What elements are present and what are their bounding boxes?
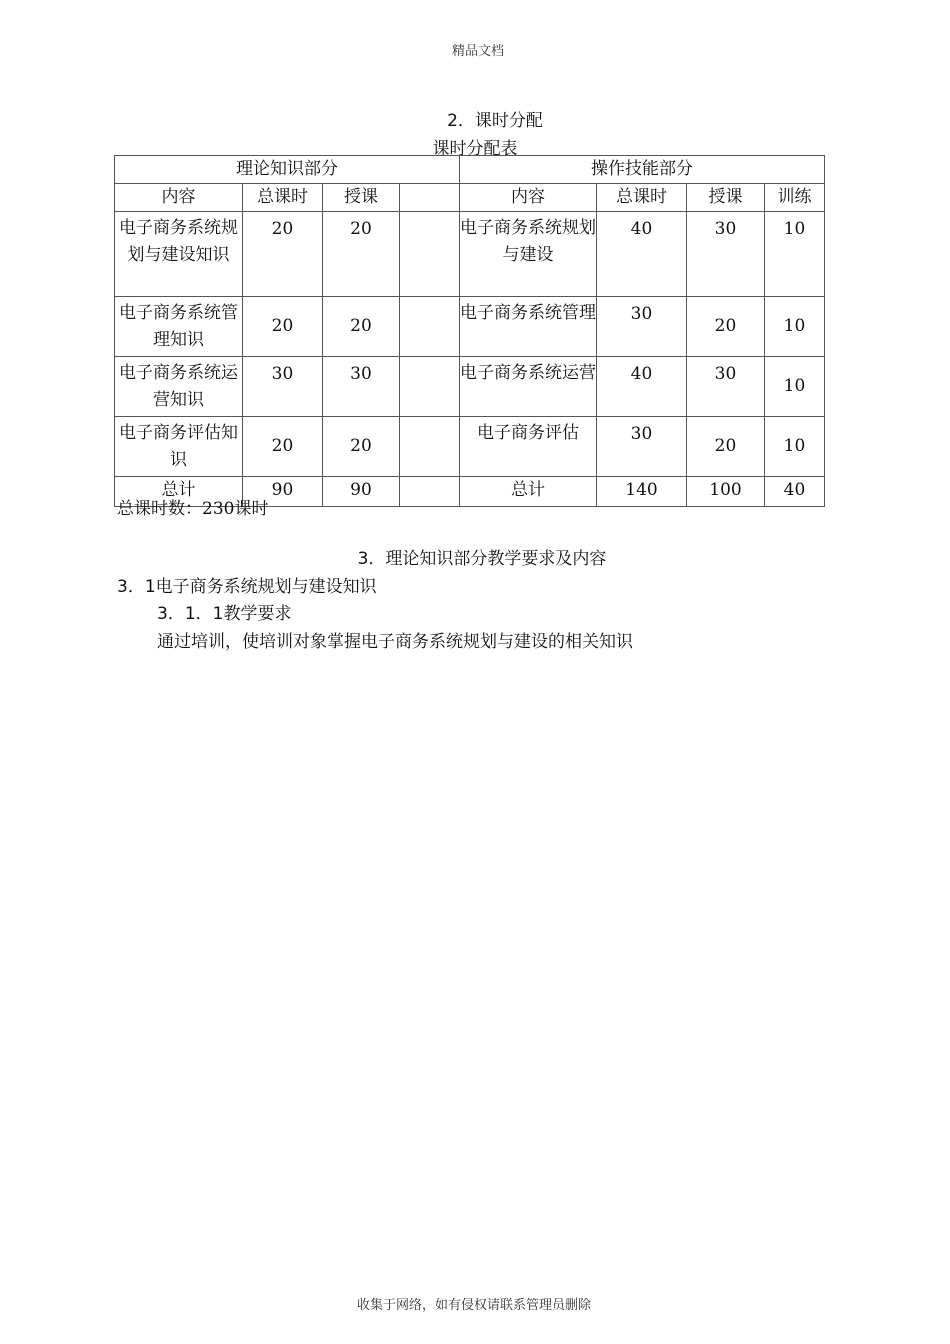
table-row-practice-total: 30 bbox=[597, 297, 687, 357]
section-3-1-title: 3．1电子商务系统规划与建设知识 bbox=[117, 577, 377, 597]
practice-lecture-sum: 100 bbox=[687, 477, 765, 507]
practice-total-label: 总计 bbox=[460, 477, 597, 507]
page-footer: 收集于网络，如有侵权请联系管理员删除 bbox=[357, 1298, 592, 1313]
practice-col-total-hours: 总课时 bbox=[597, 184, 687, 212]
table-row-theory-lecture: 20 bbox=[323, 297, 400, 357]
table-row-practice-content: 电子商务系统管理 bbox=[460, 297, 597, 357]
table-row-practice-content: 电子商务系统规划与建设 bbox=[460, 212, 597, 297]
theory-section-header: 理论知识部分 bbox=[115, 156, 460, 184]
practice-col-lecture: 授课 bbox=[687, 184, 765, 212]
table-row-theory-content: 电子商务评估知识 bbox=[115, 417, 243, 477]
practice-total-hours-sum: 140 bbox=[597, 477, 687, 507]
table-row-theory-lecture: 20 bbox=[323, 417, 400, 477]
hours-allocation-table bbox=[114, 155, 825, 507]
table-row-theory-total: 20 bbox=[243, 417, 323, 477]
theory-lecture-sum: 90 bbox=[323, 477, 400, 507]
section-3-1-1-body: 通过培训，使培训对象掌握电子商务系统规划与建设的相关知识 bbox=[157, 632, 633, 652]
table-row-theory-blank bbox=[400, 417, 460, 477]
table-row-practice-total: 40 bbox=[597, 212, 687, 297]
theory-col-content: 内容 bbox=[115, 184, 243, 212]
theory-col-lecture: 授课 bbox=[323, 184, 400, 212]
table-row-practice-content: 电子商务系统运营 bbox=[460, 357, 597, 417]
table-row-theory-lecture: 30 bbox=[323, 357, 400, 417]
table-row-practice-total: 40 bbox=[597, 357, 687, 417]
total-hours-line bbox=[117, 494, 268, 519]
total-hours-unit: 课时 bbox=[234, 499, 269, 519]
table-title: 课时分配表 bbox=[432, 139, 518, 159]
table-row-theory-total: 20 bbox=[243, 212, 323, 297]
practice-col-training: 训练 bbox=[765, 184, 825, 212]
table-row-theory-blank bbox=[400, 212, 460, 297]
table-row-theory-content: 电子商务系统运营知识 bbox=[115, 357, 243, 417]
table-row-practice-lecture: 20 bbox=[687, 417, 765, 477]
theory-col-blank bbox=[400, 184, 460, 212]
section-3-title: 3．理论知识部分教学要求及内容 bbox=[357, 549, 607, 569]
section-2-title: 2．课时分配 bbox=[447, 111, 543, 131]
table-row-practice-training: 10 bbox=[765, 417, 825, 477]
table-row-theory-blank bbox=[400, 357, 460, 417]
theory-total-blank bbox=[400, 477, 460, 507]
section-3-1-1-title: 3．1．1教学要求 bbox=[157, 604, 292, 624]
table-row-practice-training: 10 bbox=[765, 212, 825, 297]
table-row-practice-total: 30 bbox=[597, 417, 687, 477]
theory-total-label: 总计 bbox=[115, 477, 243, 507]
total-hours-value: 230 bbox=[202, 499, 235, 519]
table-row-practice-training: 10 bbox=[765, 297, 825, 357]
table-row-theory-total: 30 bbox=[243, 357, 323, 417]
table-row-theory-content: 电子商务系统规划与建设知识 bbox=[115, 212, 243, 297]
theory-total-hours-sum: 90 bbox=[243, 477, 323, 507]
table-row-theory-content: 电子商务系统管理知识 bbox=[115, 297, 243, 357]
page-header: 精品文档 bbox=[452, 44, 505, 59]
practice-section-header: 操作技能部分 bbox=[460, 156, 825, 184]
theory-col-total-hours: 总课时 bbox=[243, 184, 323, 212]
table-row-theory-blank bbox=[400, 297, 460, 357]
table-row-practice-content: 电子商务评估 bbox=[460, 417, 597, 477]
practice-col-content: 内容 bbox=[460, 184, 597, 212]
table-row-practice-lecture: 30 bbox=[687, 357, 765, 417]
table-row-practice-lecture: 20 bbox=[687, 297, 765, 357]
total-hours-label: 总课时数： bbox=[117, 499, 202, 519]
table-row-practice-lecture: 30 bbox=[687, 212, 765, 297]
practice-training-sum: 40 bbox=[765, 477, 825, 507]
table-row-theory-total: 20 bbox=[243, 297, 323, 357]
table-row-theory-lecture: 20 bbox=[323, 212, 400, 297]
table-row-practice-training: 10 bbox=[765, 357, 825, 417]
